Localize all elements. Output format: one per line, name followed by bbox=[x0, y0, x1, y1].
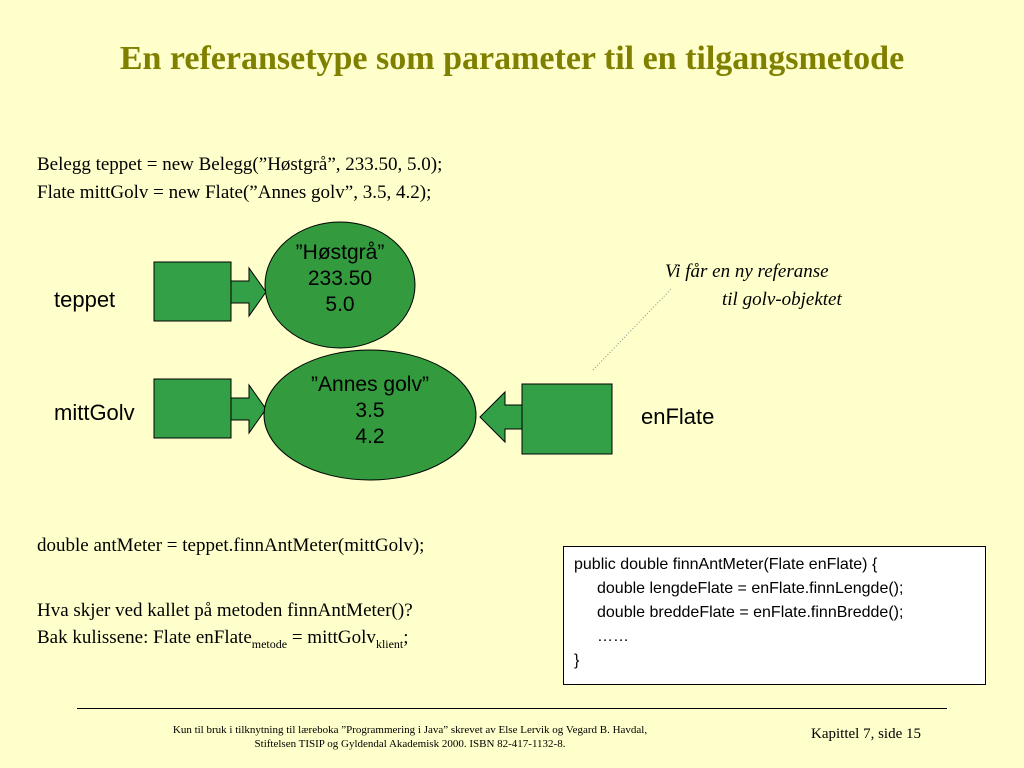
object-annes-golv-value1: 3.5 bbox=[355, 399, 385, 422]
object-annes-golv-value2: 4.2 bbox=[355, 425, 385, 448]
object-annes-golv-name: ”Annes golv” bbox=[311, 373, 429, 396]
annotation-note-line2: til golv-objektet bbox=[722, 289, 842, 310]
annotation-pointer-line bbox=[593, 288, 672, 370]
object-hostgra-values bbox=[265, 240, 415, 318]
teppet-label: teppet bbox=[54, 287, 116, 312]
enflate-label: enFlate bbox=[641, 404, 715, 429]
behind-scenes-line: Bak kulissene: Flate enFlate$_{metode}$ = mittGolv$_{klient}$; bbox=[37, 627, 409, 651]
footer-copyright: Kun til bruk i tilknytning til læreboka ”Programmering i Java” skrevet av Else Lervik og Vegard B. Havdal, Stiftelsen TISIP og Gyldendal Akademisk 2000. ISBN 82-417-1132-8. bbox=[172, 724, 648, 750]
object-hostgra-value2: 5.0 bbox=[325, 293, 355, 316]
question-line: Hva skjer ved kallet på metoden finnAntMeter()? bbox=[37, 600, 413, 621]
object-hostgra-value1: 233.50 bbox=[307, 267, 373, 290]
code-line-bredde: double breddeFlate = enFlate.finnBredde(); bbox=[597, 604, 904, 621]
code-line-lengde: double lengdeFlate = enFlate.finnLengde(); bbox=[597, 580, 904, 597]
page-title: En referansetype som parameter til en tilgangsmetode bbox=[119, 40, 905, 77]
enflate-reference-arrow bbox=[480, 384, 612, 454]
footer-divider bbox=[77, 708, 947, 709]
object-annes-golv-values bbox=[264, 372, 476, 450]
mittgolv-label: mittGolv bbox=[54, 400, 135, 425]
method-code-box bbox=[563, 546, 986, 685]
annotation-note-line1: Vi får en ny referanse bbox=[665, 261, 829, 282]
object-hostgra-name: ”Høstgrå” bbox=[295, 241, 385, 264]
footer-page-number: Kapittel 7, side 15 bbox=[811, 726, 921, 742]
code-line-close: } bbox=[574, 652, 580, 669]
code-line-ellipsis: …… bbox=[597, 628, 629, 645]
mittgolv-reference-arrow bbox=[154, 379, 266, 438]
teppet-reference-arrow bbox=[154, 262, 266, 321]
method-call-line: double antMeter = teppet.finnAntMeter(mittGolv); bbox=[37, 535, 425, 556]
code-line-mittgolv: Flate mittGolv = new Flate(”Annes golv”, 3.5, 4.2); bbox=[37, 182, 432, 203]
code-line-signature: public double finnAntMeter(Flate enFlate) { bbox=[574, 556, 878, 573]
code-line-teppet: Belegg teppet = new Belegg(”Høstgrå”, 233.50, 5.0); bbox=[37, 154, 443, 175]
